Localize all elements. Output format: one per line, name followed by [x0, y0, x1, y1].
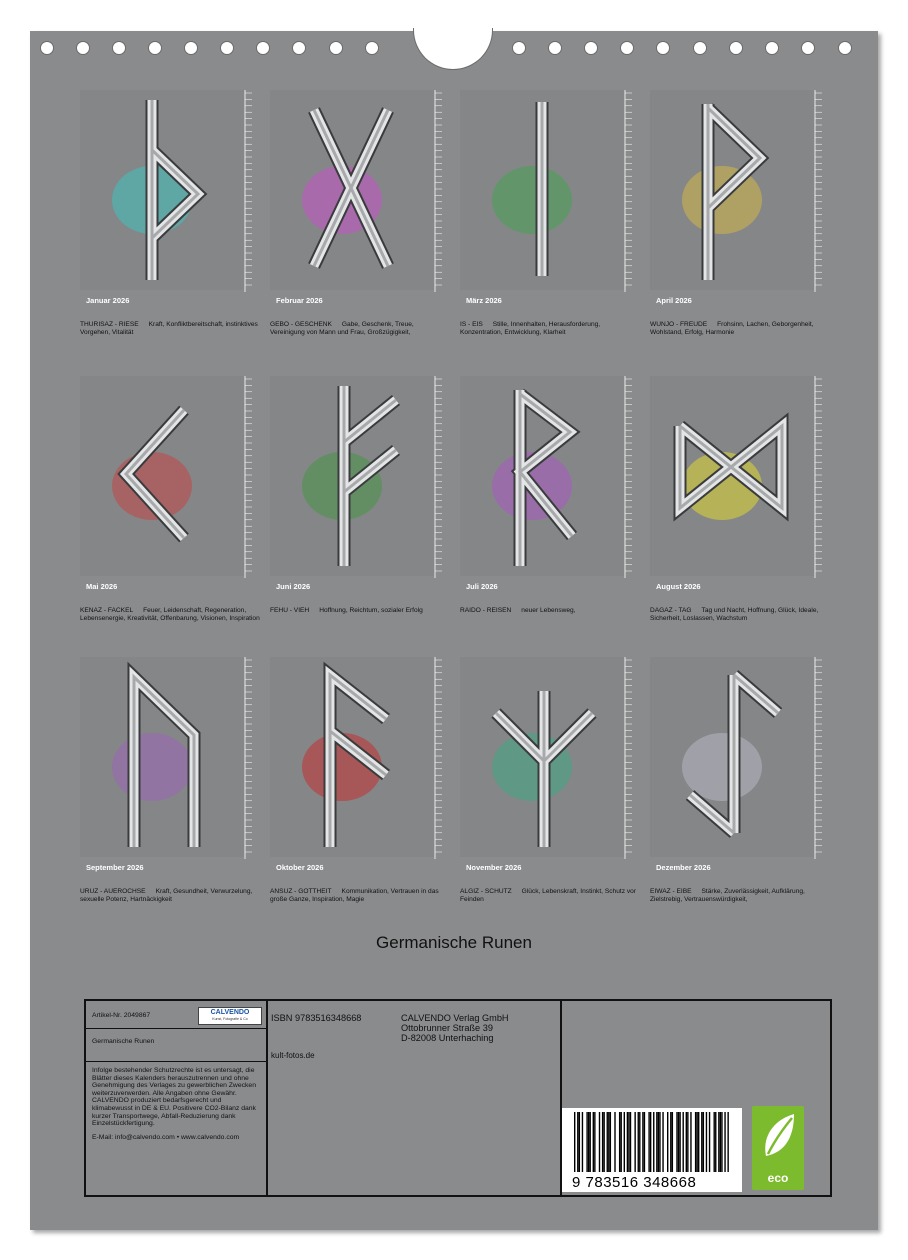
rune-name: GEBO - GESCHENK: [270, 321, 332, 328]
month-label: Oktober 2026: [276, 863, 324, 872]
binding-hole: [801, 41, 815, 55]
day-ruler: [814, 376, 824, 578]
rune-name: EIWAZ - EIBE: [650, 888, 692, 895]
rune-description: [460, 888, 640, 903]
month-cell: [650, 657, 828, 937]
day-ruler: [814, 90, 824, 292]
month-label: Mai 2026: [86, 582, 118, 591]
day-ruler: [434, 657, 444, 859]
rune-meaning: Kommunikation, Vertrauen in das große Ganze, Inspiration, Magie: [270, 888, 439, 903]
month-cell: [460, 376, 638, 656]
day-ruler: [244, 657, 254, 859]
month-label: März 2026: [466, 296, 502, 305]
gebo-rune-icon: [270, 90, 434, 290]
day-ruler: [244, 90, 254, 292]
binding-hole: [40, 41, 54, 55]
rune-description: [80, 888, 260, 903]
rune-meaning: Tag und Nacht, Hoffnung, Glück, Ideale, Sicherheit, Loslassen, Wachstum: [650, 607, 819, 622]
rune-meaning: Kraft, Konfliktbereitschaft, instinktives Vorgehen, Vitalität: [80, 321, 258, 336]
rune-description: [650, 321, 830, 336]
day-ruler: [434, 90, 444, 292]
article-column: [86, 1001, 266, 1197]
binding-hole: [584, 41, 598, 55]
rune-meaning: Glück, Lebenskraft, Instinkt, Schutz vor Feinden: [460, 888, 636, 903]
day-ruler: [624, 657, 634, 859]
month-cell: [650, 90, 828, 370]
raido-rune-icon: [460, 376, 624, 576]
barcode-bars: [562, 1108, 742, 1174]
month-cell: [80, 376, 258, 656]
rune-description: [270, 888, 450, 903]
leaf-icon: [752, 1106, 804, 1168]
eco-badge: eco: [752, 1106, 804, 1190]
binding-hole: [256, 41, 270, 55]
day-ruler: [244, 376, 254, 578]
binding-hole: [765, 41, 779, 55]
binding-hole: [329, 41, 343, 55]
month-cell: [270, 657, 448, 937]
day-ruler: [434, 376, 444, 578]
binding-hole: [838, 41, 852, 55]
rune-name: IS - EIS: [460, 321, 483, 328]
contact-email: E-Mail: info@calvendo.com • www.calvendo.com: [92, 1134, 240, 1141]
rune-meaning: Gabe, Geschenk, Treue, Vereinigung von Mann und Frau, Großzügigkeit,: [270, 321, 414, 336]
article-number: Artikel-Nr. 2049867: [92, 1012, 151, 1019]
publisher-city: D-82008 Unterhaching: [401, 1033, 494, 1043]
barcode: [562, 1108, 742, 1192]
binding-hole: [292, 41, 306, 55]
month-cell: [270, 376, 448, 656]
rune-name: ALGIZ - SCHUTZ: [460, 888, 512, 895]
calvendo-logo: CALVENDO Kunst, Fotografie & Co: [198, 1007, 262, 1025]
wunjo-rune-icon: [650, 90, 814, 290]
kenaz-rune-icon: [80, 376, 244, 576]
month-cell: [80, 657, 258, 937]
product-name: Germanische Runen: [92, 1038, 155, 1045]
calendar-title: Germanische Runen: [376, 933, 532, 952]
binding-hole: [184, 41, 198, 55]
rune-description: [460, 607, 640, 615]
thurisaz-rune-icon: [80, 90, 244, 290]
rune-name: KENAZ - FACKEL: [80, 607, 134, 614]
month-label: Juni 2026: [276, 582, 311, 591]
rune-description: [650, 607, 830, 622]
rune-description: [650, 888, 830, 903]
rune-description: [270, 321, 450, 336]
rune-meaning: Frohsinn, Lachen, Geborgenheit, Wohlstand, Erfolg, Harmonie: [650, 321, 814, 336]
month-cell: [270, 90, 448, 370]
rune-name: FEHU - VIEH: [270, 607, 310, 614]
rune-meaning: Kraft, Gesundheit, Verwurzelung, sexuelle Potenz, Hartnäckigkeit: [80, 888, 253, 903]
month-label: April 2026: [656, 296, 692, 305]
rune-meaning: Stärke, Zuverlässigkeit, Aufklärung, Zielstrebig, Vertrauenswürdigkeit,: [650, 888, 805, 903]
fehu-rune-icon: [270, 376, 434, 576]
binding-hole: [548, 41, 562, 55]
isbn: ISBN 9783516348668: [271, 1013, 362, 1023]
rune-name: URUZ - AUEROCHSE: [80, 888, 146, 895]
algiz-rune-icon: [460, 657, 624, 857]
eiwaz-rune-icon: [650, 657, 814, 857]
month-cell: [650, 376, 828, 656]
rune-description: [460, 321, 640, 336]
rune-description: [270, 607, 450, 615]
binding-hole: [365, 41, 379, 55]
ean-number: 9 783516 348668: [572, 1174, 697, 1191]
binding-hole: [512, 41, 526, 55]
dagaz-rune-icon: [650, 376, 814, 576]
month-label: November 2026: [466, 863, 522, 872]
isa-rune-icon: [460, 90, 624, 290]
binding-hole: [620, 41, 634, 55]
ansuz-rune-icon: [270, 657, 434, 857]
rune-meaning: Feuer, Leidenschaft, Regeneration, Lebensenergie, Kreativität, Offenbarung, Visionen, Inspiration: [80, 607, 260, 622]
month-label: Februar 2026: [276, 296, 323, 305]
binding-hole: [693, 41, 707, 55]
month-label: Juli 2026: [466, 582, 498, 591]
rune-description: [80, 607, 260, 622]
month-label: Dezember 2026: [656, 863, 711, 872]
rune-meaning: neuer Lebensweg,: [521, 607, 576, 614]
uruz-rune-icon: [80, 657, 244, 857]
month-cell: [460, 657, 638, 937]
back-info-panel: [84, 999, 832, 1197]
month-cell: [460, 90, 638, 370]
binding-hole: [729, 41, 743, 55]
binding-hole: [148, 41, 162, 55]
binding-hole: [112, 41, 126, 55]
binding-hole: [656, 41, 670, 55]
day-ruler: [814, 657, 824, 859]
month-label: August 2026: [656, 582, 701, 591]
rune-meaning: Stille, Innenhalten, Herausforderung, Konzentration, Entwicklung, Klarheit: [460, 321, 601, 336]
rune-description: [80, 321, 260, 336]
binding-hole: [220, 41, 234, 55]
rune-meaning: Hoffnung, Reichtum, sozialer Erfolg: [319, 607, 423, 614]
rune-name: THURISAZ - RIESE: [80, 321, 139, 328]
publisher-street: Ottobrunner Straße 39: [401, 1023, 493, 1033]
binding-hole: [76, 41, 90, 55]
day-ruler: [624, 376, 634, 578]
month-cell: [80, 90, 258, 370]
publisher-name: CALVENDO Verlag GmbH: [401, 1013, 509, 1023]
rune-name: ANSUZ - GOTTHEIT: [270, 888, 332, 895]
month-label: September 2026: [86, 863, 144, 872]
rune-name: WUNJO - FREUDE: [650, 321, 708, 328]
rune-name: RAIDO - REISEN: [460, 607, 512, 614]
month-label: Januar 2026: [86, 296, 130, 305]
rune-name: DAGAZ - TAG: [650, 607, 692, 614]
legal-notice: Infolge bestehender Schutzrechte ist es untersagt, die Blätter dieses Kalenders herauszutrennen und ohne Genehmigung des Verlages zu gewerblichen Zwecken weiterzuverwerden. Alle Angaben ohne Gewähr. CALVENDO produziert bedarfsgerecht und klimabewusst in DE & EU. Positivere CO2-Bilanz dank kurzer Transportwege, Abfall-Reduzierung dank Einzelstückfertigung.: [92, 1067, 256, 1128]
website: kult-fotos.de: [271, 1051, 315, 1060]
day-ruler: [624, 90, 634, 292]
